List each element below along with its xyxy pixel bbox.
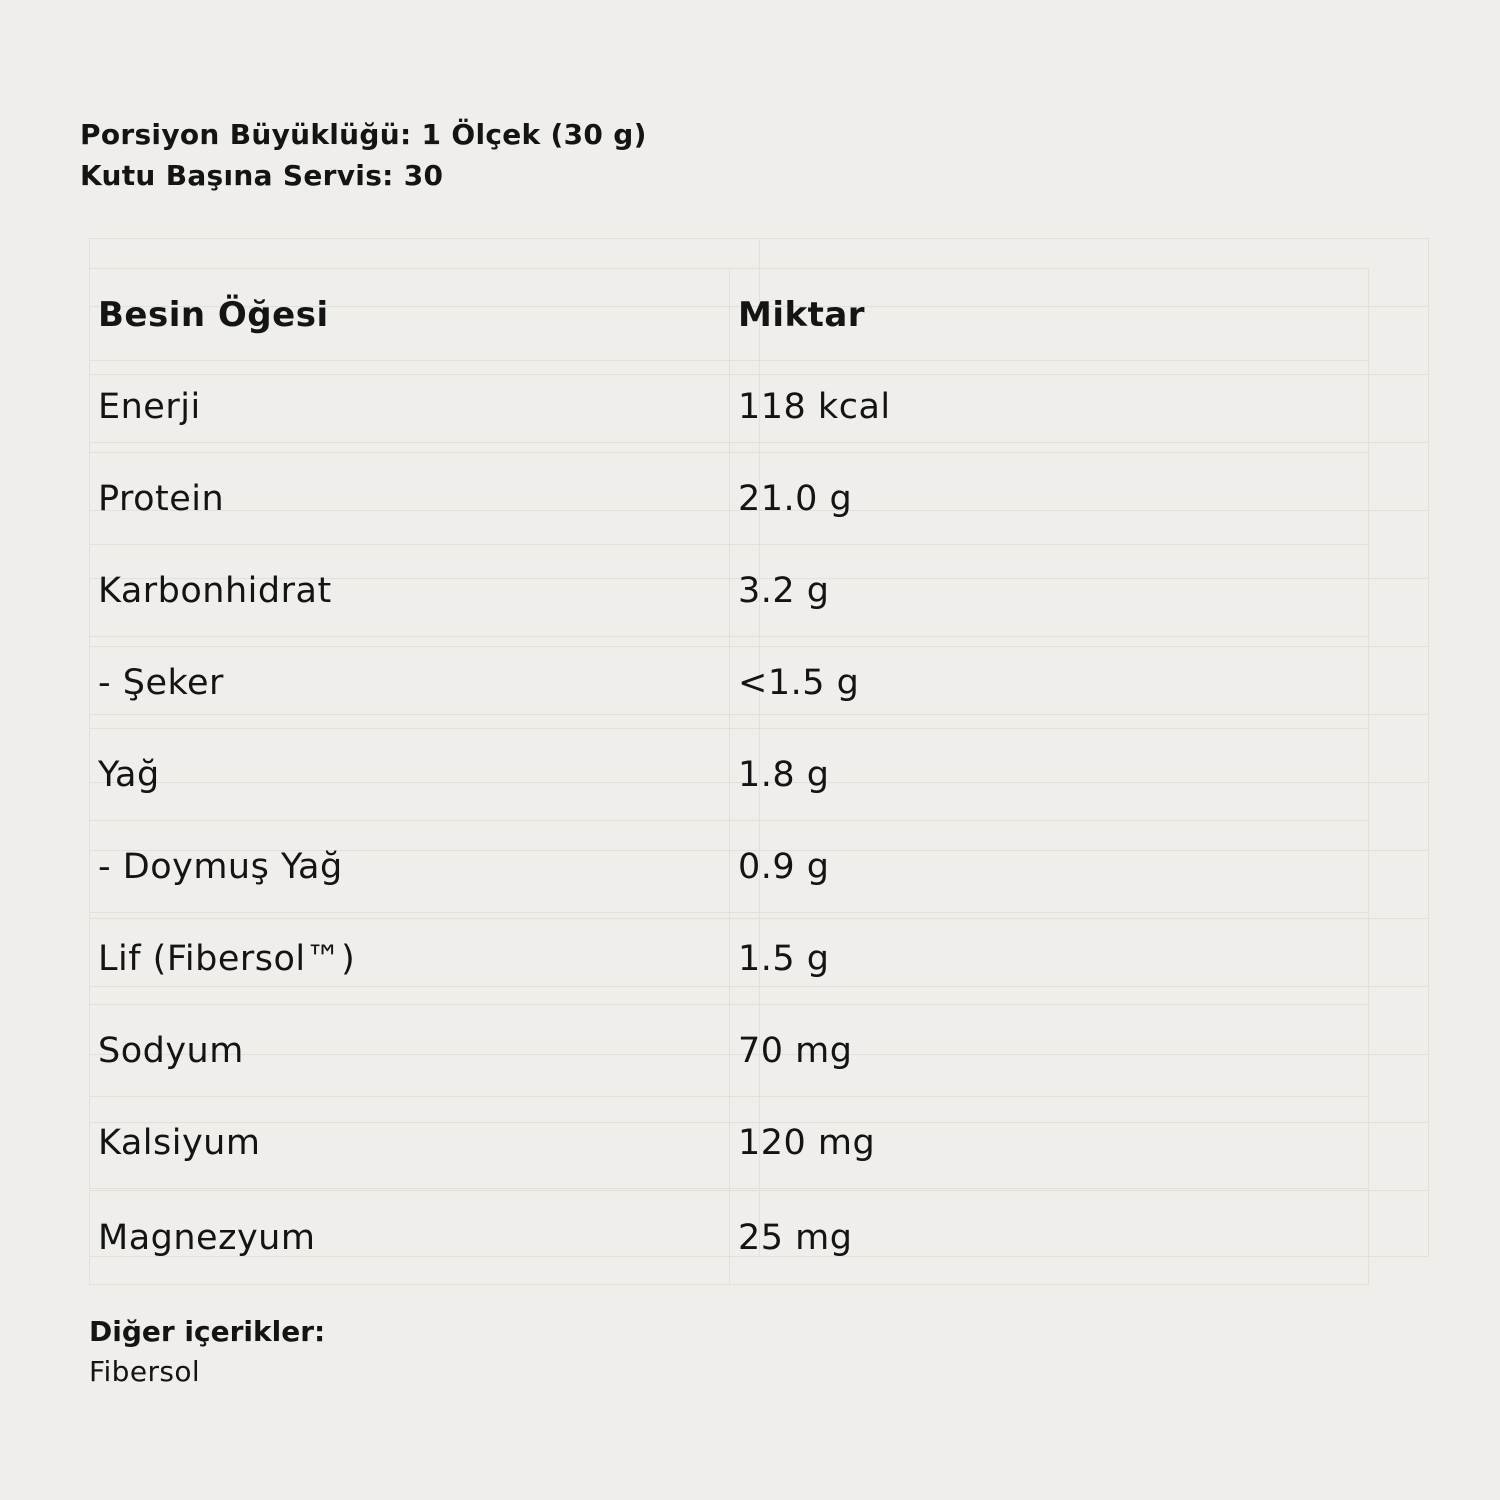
nutrient-amount: 21.0 g <box>738 478 853 519</box>
nutrient-amount: 1.5 g <box>738 938 830 979</box>
nutrient-amount: 1.8 g <box>738 754 830 795</box>
other-ingredients <box>89 1312 325 1392</box>
nutrient-name: Kalsiyum <box>98 1122 261 1163</box>
table-row <box>90 545 1368 637</box>
nutrient-name: Protein <box>98 478 225 519</box>
nutrient-name: Karbonhidrat <box>98 570 332 611</box>
table-row <box>90 637 1368 729</box>
column-header-amount: Miktar <box>738 294 866 335</box>
nutrient-name: Sodyum <box>98 1030 244 1071</box>
servings-per-container: Kutu Başına Servis: 30 <box>80 159 444 192</box>
nutrient-amount: 118 kcal <box>738 386 891 427</box>
serving-size: Porsiyon Büyüklüğü: 1 Ölçek (30 g) <box>80 118 647 151</box>
nutrient-name: - Doymuş Yağ <box>98 846 343 887</box>
nutrition-table <box>89 268 1369 1285</box>
table-header-row <box>90 269 1368 361</box>
table-row <box>90 821 1368 913</box>
nutrient-name: Lif (Fibersol™) <box>98 938 356 979</box>
table-row <box>90 1189 1368 1286</box>
table-row <box>90 453 1368 545</box>
table-row <box>90 361 1368 453</box>
nutrient-name: Yağ <box>98 754 160 795</box>
nutrient-amount: 70 mg <box>738 1030 853 1071</box>
nutrient-amount: 120 mg <box>738 1122 876 1163</box>
nutrient-name: Magnezyum <box>98 1217 316 1258</box>
column-header-nutrient: Besin Öğesi <box>98 294 329 335</box>
nutrient-amount: 0.9 g <box>738 846 830 887</box>
table-row <box>90 913 1368 1005</box>
table-row <box>90 729 1368 821</box>
nutrient-amount: 3.2 g <box>738 570 830 611</box>
other-ingredients-title: Diğer içerikler: <box>89 1315 326 1348</box>
nutrient-name: Enerji <box>98 386 201 427</box>
table-row <box>90 1005 1368 1097</box>
nutrient-name: - Şeker <box>98 662 224 703</box>
table-row <box>90 1097 1368 1189</box>
nutrient-amount: <1.5 g <box>738 662 860 703</box>
other-ingredients-text: Fibersol <box>89 1355 201 1388</box>
serving-info <box>80 114 647 196</box>
nutrient-amount: 25 mg <box>738 1217 853 1258</box>
